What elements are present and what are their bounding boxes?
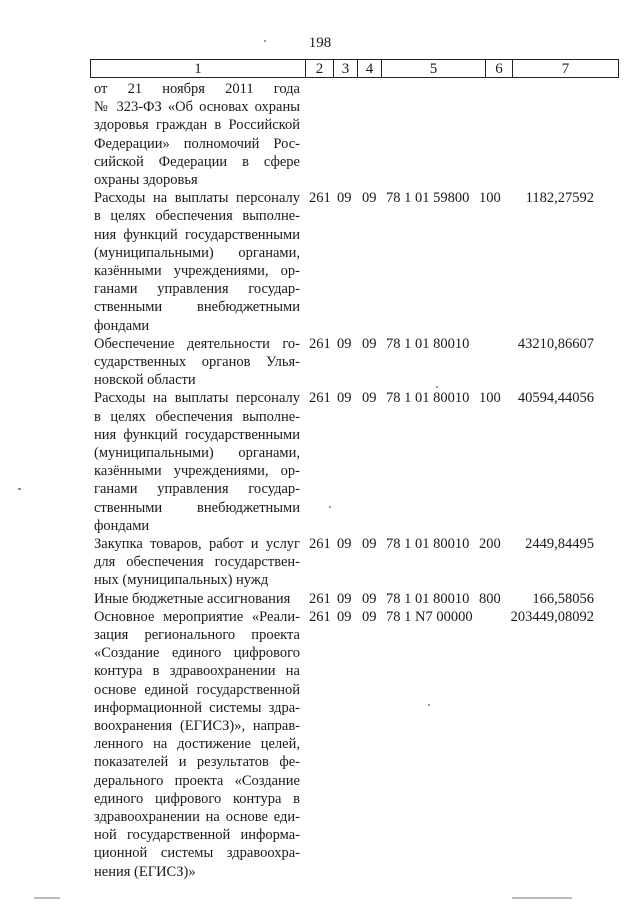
row-description (94, 535, 300, 590)
description-line: новской области (94, 372, 196, 389)
subsection-code: 09 (362, 335, 377, 352)
target-article-code: 78 1 N7 00000 (386, 608, 473, 625)
description-line: нения (ЕГИСЗ)» (94, 863, 196, 880)
description-line: зация регионального проекта (94, 627, 300, 643)
budget-admin-code: 261 (309, 608, 331, 625)
description-line: воохранения (ЕГИСЗ)», направ- (94, 718, 300, 735)
amount: 203449,08092 (510, 608, 594, 625)
description-line: ных (муниципальных) нужд (94, 572, 269, 589)
description-line: Обеспечение деятельности го- (94, 335, 300, 352)
table-row (0, 189, 640, 335)
budget-admin-code: 261 (309, 390, 331, 407)
header-col-2: 2 (306, 60, 334, 78)
description-line: ганами управления государ- (94, 281, 300, 298)
description-line: охраны здоровья (94, 172, 198, 189)
description-line: в целях обеспечения выполне- (94, 408, 300, 425)
description-line: ния функций государственными (94, 226, 300, 243)
target-article-code: 78 1 01 80010 (386, 335, 470, 352)
budget-admin-code: 261 (309, 536, 331, 552)
description-line: казёнными учреждениями, ор- (94, 463, 300, 480)
budget-admin-code: 261 (309, 190, 331, 207)
expense-type-code: 200 (479, 536, 501, 552)
row-description (94, 608, 300, 881)
description-line: информационной системы здра- (94, 699, 300, 716)
description-line: ционной системы здравоохра- (94, 845, 300, 862)
description-line: в целях обеспечения выполне- (94, 208, 300, 225)
description-line: сийской Федерации в сфере (94, 153, 300, 170)
description-line: сударственных органов Улья- (94, 354, 300, 370)
amount: 43210,86607 (517, 335, 594, 352)
subsection-code: 09 (362, 608, 377, 625)
table-row (0, 608, 640, 881)
row-description (94, 335, 300, 390)
amount: 166,58056 (532, 590, 594, 607)
description-line: ственными внебюджетными (94, 499, 300, 516)
section-code: 09 (337, 590, 352, 607)
scan-speck (428, 704, 430, 706)
description-line: Расходы на выплаты персоналу (94, 390, 300, 407)
description-line: от 21 ноября 2011 года (94, 81, 300, 97)
description-line: показателей и результатов фе- (94, 754, 300, 771)
scan-speck (436, 386, 438, 388)
budget-admin-code: 261 (309, 335, 331, 352)
description-line: Расходы на выплаты персоналу (94, 190, 300, 207)
target-article-code: 78 1 01 80010 (386, 590, 470, 607)
table-row (0, 335, 640, 390)
scan-edge-mark (34, 897, 60, 899)
expense-type-code: 100 (479, 390, 501, 407)
description-line: (муниципальными) органами, (94, 244, 300, 261)
description-line: ния функций государственными (94, 426, 300, 443)
subsection-code: 09 (362, 390, 377, 407)
description-line: фондами (94, 517, 150, 534)
header-col-1: 1 (91, 60, 306, 78)
target-article-code: 78 1 01 80010 (386, 390, 470, 407)
description-line: для обеспечения государствен- (94, 554, 300, 571)
target-article-code: 78 1 01 80010 (386, 536, 470, 552)
description-line: ганами управления государ- (94, 481, 300, 498)
description-line: (муниципальными) органами, (94, 445, 300, 461)
amount: 1182,27592 (525, 190, 594, 207)
row-description (94, 80, 300, 189)
scan-speck (264, 40, 266, 42)
column-header-table (90, 59, 619, 78)
scan-speck (329, 506, 331, 508)
description-line: ной государственной информа- (94, 827, 300, 844)
description-line: Основное мероприятие «Реали- (94, 608, 300, 625)
table-row (0, 590, 640, 608)
header-col-5: 5 (382, 60, 486, 78)
section-code: 09 (337, 390, 352, 407)
description-line: Закупка товаров, работ и услуг (94, 536, 300, 552)
subsection-code: 09 (362, 536, 377, 552)
table-row (0, 389, 640, 535)
scan-edge-mark (512, 897, 572, 899)
row-description (94, 590, 300, 608)
description-line: ственными внебюджетными (94, 299, 300, 316)
table-row (0, 535, 640, 590)
subsection-code: 09 (362, 590, 377, 607)
description-line: фондами (94, 317, 150, 334)
section-code: 09 (337, 608, 352, 625)
description-line: здоровья граждан в Российской (94, 117, 300, 134)
subsection-code: 09 (362, 190, 377, 207)
section-code: 09 (337, 536, 352, 552)
amount: 2449,84495 (525, 536, 594, 552)
description-line: ленного на достижение целей, (94, 736, 300, 753)
scan-speck (18, 488, 21, 490)
budget-admin-code: 261 (309, 590, 331, 607)
table-row (0, 80, 640, 189)
section-code: 09 (337, 335, 352, 352)
description-line: контура в здравоохранении на (94, 663, 300, 680)
row-description (94, 189, 300, 335)
expense-type-code: 100 (479, 190, 501, 207)
header-col-6: 6 (486, 60, 513, 78)
target-article-code: 78 1 01 59800 (386, 190, 470, 207)
row-description (94, 389, 300, 535)
expense-type-code: 800 (479, 590, 501, 607)
amount: 40594,44056 (517, 390, 594, 407)
description-line: дерального проекта «Создание (94, 772, 300, 789)
description-line: № 323-ФЗ «Об основах охраны (94, 99, 300, 116)
description-line: основе единой государственной (94, 681, 300, 698)
description-line: казёнными учреждениями, ор- (94, 263, 300, 279)
description-line: «Создание единого цифрового (94, 645, 300, 662)
header-col-3: 3 (334, 60, 358, 78)
description-line: Иные бюджетные ассигнования (94, 590, 291, 607)
page-number: 198 (308, 35, 332, 51)
description-line: единого цифрового контура в (94, 790, 300, 807)
description-line: Федерации» полномочий Рос- (94, 135, 300, 152)
section-code: 09 (337, 190, 352, 207)
header-col-4: 4 (358, 60, 382, 78)
description-line: здравоохранении на основе еди- (94, 809, 300, 826)
header-col-7: 7 (513, 60, 619, 78)
